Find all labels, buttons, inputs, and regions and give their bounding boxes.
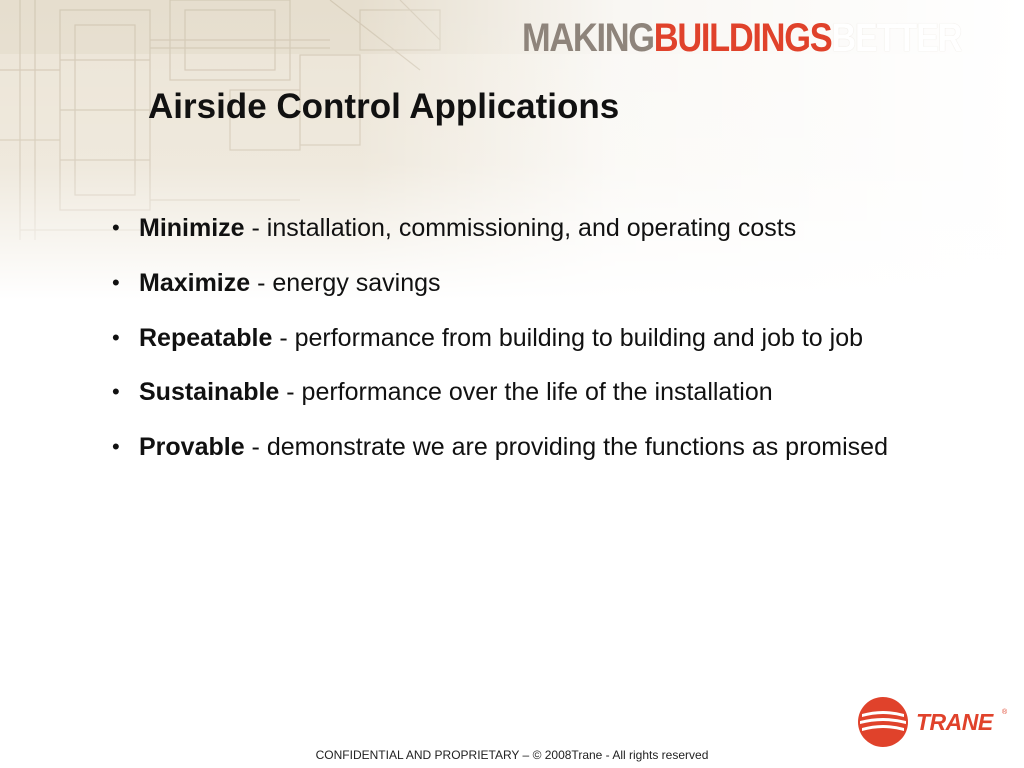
bullet-list: [112, 206, 888, 480]
bullet-text: - installation, commissioning, and operating costs: [244, 214, 797, 242]
bullet-item: [112, 370, 888, 414]
bullet-text: - performance from building to building and job to job: [272, 323, 864, 352]
bullet-dot-icon: •: [112, 434, 120, 460]
tagline-making: MAKING: [522, 16, 654, 60]
bullet-term: Minimize: [139, 214, 245, 242]
bullet-dot-icon: •: [112, 215, 120, 240]
trane-logo: [856, 694, 1012, 750]
bullet-item: [112, 206, 888, 250]
bullet-item: [112, 261, 888, 305]
bullet-dot-icon: •: [112, 379, 120, 405]
bullet-dot-icon: •: [112, 269, 120, 295]
tagline-better: BETTER: [831, 16, 962, 60]
bullet-term: Sustainable: [139, 378, 280, 407]
making-buildings-better-tagline: [522, 14, 961, 62]
trane-wordmark: TRANE: [916, 709, 993, 735]
bullet-text: - performance over the life of the installation: [279, 378, 773, 407]
bullet-item: [112, 316, 888, 360]
bullet-item: [112, 425, 888, 469]
bullet-term: Maximize: [139, 268, 251, 297]
registered-mark: ®: [1002, 709, 1008, 716]
bullet-term: Provable: [139, 433, 245, 462]
trane-circle-logo-icon: [858, 697, 908, 747]
bullet-text: - demonstrate we are providing the functions as promised: [244, 433, 888, 462]
bullet-dot-icon: •: [112, 324, 120, 350]
footer-text: CONFIDENTIAL AND PROPRIETARY – © 2008Trane - All rights reserved: [315, 748, 709, 762]
slide-title: Airside Control Applications: [148, 87, 620, 126]
tagline-buildings: BUILDINGS: [653, 16, 832, 60]
bullet-term: Repeatable: [139, 323, 273, 352]
bullet-text: - energy savings: [250, 268, 441, 297]
footer: [0, 747, 1024, 763]
